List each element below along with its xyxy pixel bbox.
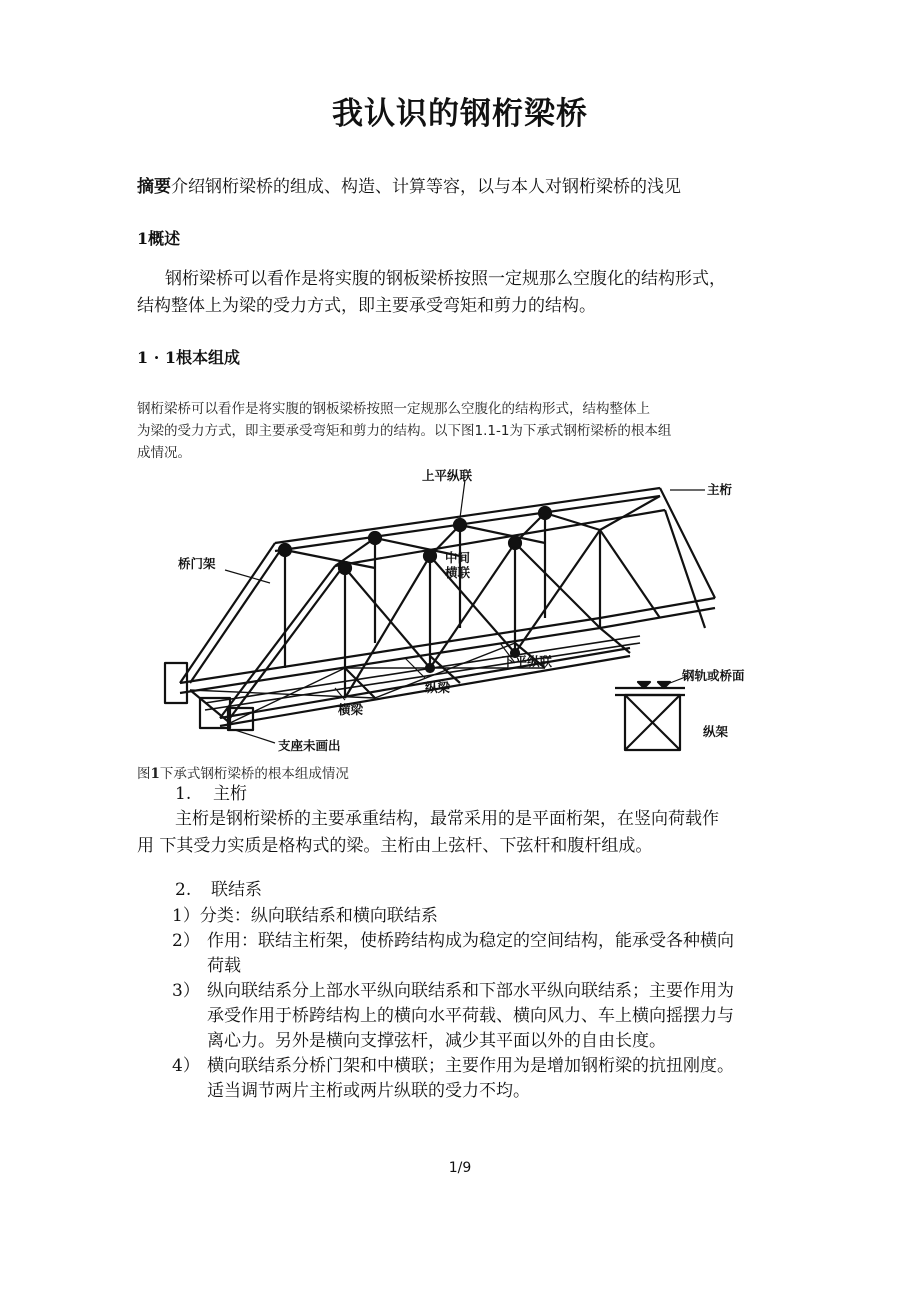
- document-title: 我认识的钢桁梁桥: [332, 96, 588, 132]
- label-stringer: 纵梁: [425, 680, 451, 695]
- sub-item-3-line-2: 承受作用于桥跨结构上的横向水平荷载、横向风力、车上横向摇摆力与: [207, 1006, 734, 1026]
- caption-number: 1: [150, 766, 160, 782]
- sub-item-4-line-2: 适当调节两片主桁或两片纵联的受力不均。: [207, 1081, 530, 1101]
- section-1-paragraph: [137, 266, 797, 320]
- label-portal: 桥门架: [178, 556, 216, 571]
- section-1-1-line-2: 为梁的受力方式，即主要承受弯矩和剪力的结构。以下图1.1-1为下承式钢桁梁桥的根本组: [137, 423, 672, 439]
- label-floor-beam: 横梁: [338, 702, 364, 717]
- label-top-lateral: 上平纵联: [422, 468, 473, 483]
- sub-item-1-number: 1）: [172, 906, 200, 926]
- page-number: 1/9: [448, 1160, 472, 1176]
- label-bottom-lateral: 下平纵联: [502, 654, 553, 669]
- item-2-sublist: [172, 904, 792, 1104]
- abstract-text: 介绍钢桁梁桥的组成、构造、计算等容，以与本人对钢桁梁桥的浅见: [171, 177, 681, 197]
- item-1-paragraph: [137, 806, 797, 860]
- item-1-heading: [175, 782, 247, 807]
- item-2-heading: [175, 878, 262, 903]
- abstract-label: 摘要: [137, 177, 171, 197]
- label-middle-sway-1: 中间: [445, 550, 471, 565]
- item-2-number: 2.: [175, 880, 192, 900]
- sub-item-4: [172, 1054, 792, 1104]
- caption-prefix: 图: [137, 766, 151, 782]
- sub-item-4-line-1: 横向联结系分桥门架和中横联；主要作用为是增加钢桁梁的抗扭刚度。: [207, 1056, 734, 1076]
- item-2-title: 联结系: [211, 880, 262, 900]
- sub-item-2-line-1: 作用：联结主桁架，使桥跨结构成为稳定的空间结构，能承受各种横向: [207, 931, 734, 951]
- label-middle-sway-2: 横联: [445, 565, 471, 580]
- item-1-line-2: 用 下其受力实质是格构式的梁。主桁由上弦杆、下弦杆和腹杆组成。: [137, 836, 653, 856]
- sub-item-2-line-2: 荷载: [207, 956, 241, 976]
- figure-caption: [137, 762, 349, 782]
- sub-item-1-line-1: 分类：纵向联结系和横向联结系: [199, 906, 438, 926]
- sub-item-2-number: 2）: [172, 931, 200, 951]
- truss-bridge-figure: [160, 468, 760, 762]
- sub-item-1: [172, 904, 792, 929]
- label-frame: 纵架: [703, 724, 729, 739]
- item-1-number: 1.: [175, 784, 192, 804]
- sub-item-3-number: 3）: [172, 981, 200, 1001]
- section-1-1-heading: 1 · 1根本组成: [137, 348, 240, 367]
- sub-item-3: [172, 979, 792, 1054]
- label-main-truss: 主桁: [707, 482, 733, 497]
- section-1-line-2: 结构整体上为梁的受力方式，即主要承受弯矩和剪力的结构。: [137, 296, 596, 316]
- item-1-line-1: 主桁是钢桁梁桥的主要承重结构，最常采用的是平面桁架，在竖向荷载作: [175, 809, 719, 829]
- section-1-1-line-3: 成情况。: [137, 445, 191, 461]
- sub-item-3-line-1: 纵向联结系分上部水平纵向联结系和下部水平纵向联结系；主要作用为: [207, 981, 734, 1001]
- sub-item-2: [172, 929, 792, 979]
- section-1-1-paragraph: [137, 398, 787, 464]
- abstract: [137, 172, 681, 197]
- caption-text: 下承式钢桁梁桥的根本组成情况: [159, 766, 349, 782]
- item-1-title: 主桁: [213, 784, 247, 804]
- section-1-1-line-1: 钢桁梁桥可以看作是将实腹的钢板梁桥按照一定规那么空腹化的结构形式，结构整体上: [137, 401, 650, 417]
- truss-bridge-diagram: [160, 468, 760, 758]
- section-1-heading: 1概述: [137, 229, 181, 248]
- section-1-line-1: 钢桁梁桥可以看作是将实腹的钢板梁桥按照一定规那么空腹化的结构形式，: [165, 269, 726, 289]
- sub-item-3-line-3: 离心力。另外是横向支撑弦杆，减少其平面以外的自由长度。: [207, 1031, 666, 1051]
- sub-item-4-number: 4）: [172, 1056, 200, 1076]
- label-rail: 钢轨或桥面: [682, 668, 745, 683]
- label-bearing: 支座未画出: [278, 738, 341, 753]
